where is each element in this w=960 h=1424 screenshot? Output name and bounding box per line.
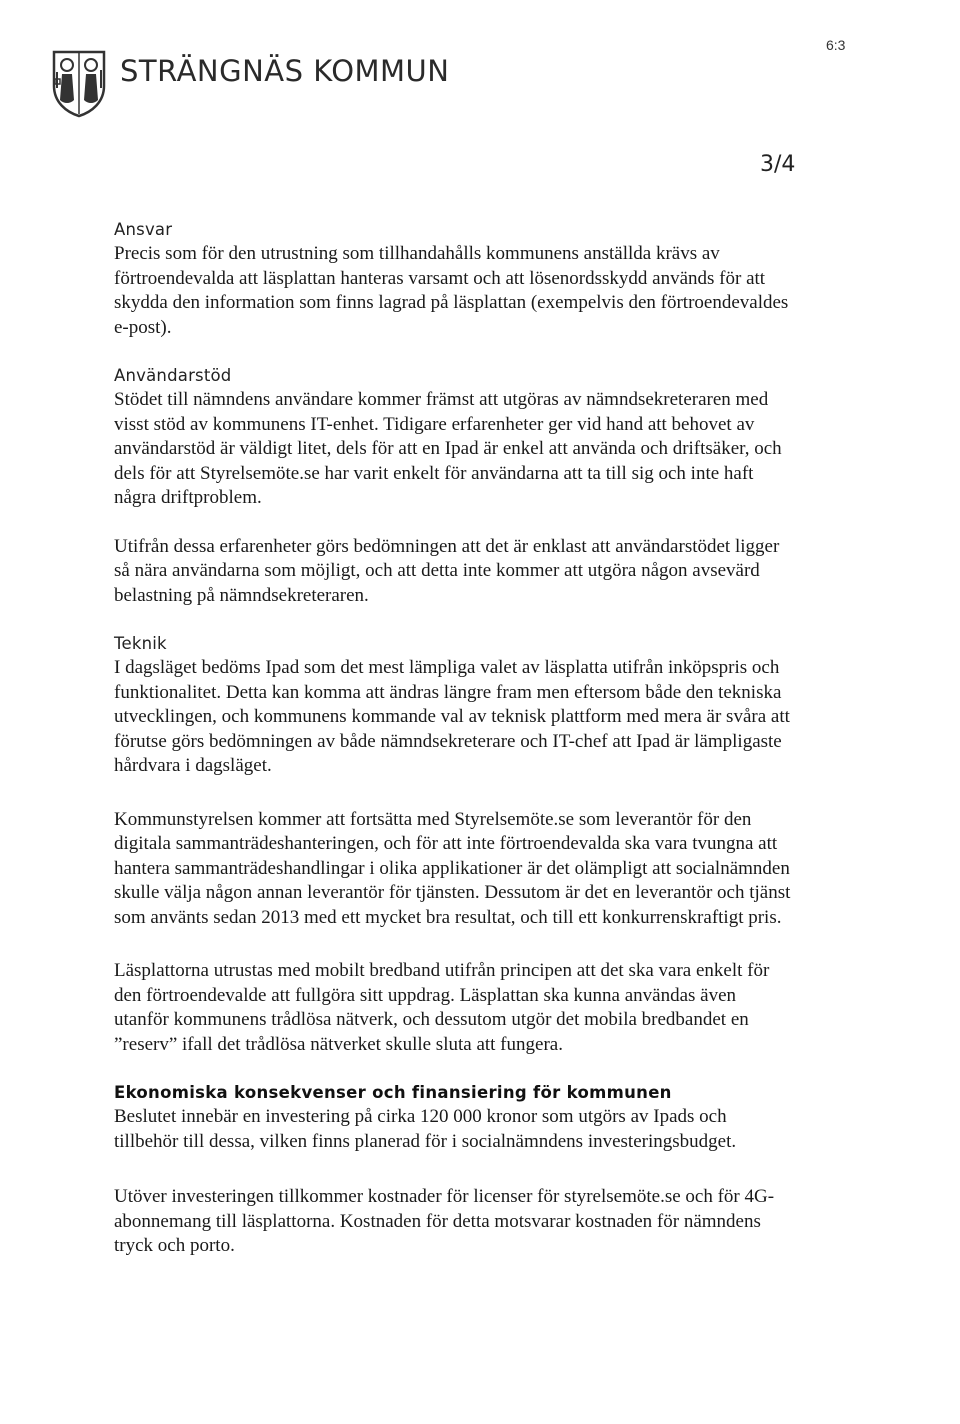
paragraph: Utöver investeringen tillkommer kostnader för licenser för styrelsemöte.se och för 4G-abonnemang till läsplattorna. Kostnaden för detta motsvarar kostnaden för nämndens tryck och porto. — [114, 1186, 775, 1256]
page-number: 3/4 — [760, 152, 796, 177]
coat-of-arms-logo — [48, 48, 110, 118]
paragraph: Utifrån dessa erfarenheter görs bedömningen att det är enklast att användarstödet ligger så nära användarna som möjligt, och att detta inte kommer att utgöra någon avsevärd belastning på nämndsekreteraren. — [114, 535, 780, 606]
paragraph: Beslutet innebär en investering på cirka 120 000 kronor som utgörs av Ipads och tillbehör till dessa, vilken finns planerad för i socialnämndens investeringsbudget. — [114, 1106, 737, 1152]
paragraph: Läsplattorna utrustas med mobilt bredband utifrån principen att det ska vara enkelt för den förtroendevalde att fullgöra sitt uppdrag. Läsplattan ska kunna användas även utanför kommunens trådlösa nätverk, och dessutom utgör det mobila bredbandet en ”reserv” ifall det trådlösa nätverket skulle sluta att fungera. — [114, 960, 770, 1055]
section-anvandarstod — [114, 364, 794, 608]
section-heading: Ansvar — [114, 220, 173, 239]
section-heading: Användarstöd — [114, 366, 232, 385]
section-ansvar — [114, 218, 794, 340]
section-heading: Ekonomiska konsekvenser och finansiering för kommunen — [114, 1083, 672, 1102]
paragraph: Stödet till nämndens användare kommer främst att utgöras av nämndsekreteraren med visst stöd av kommunens IT-enhet. Tidigare erfarenheter ger vid hand att behovet av användarstöd är väldigt litet, dels för att en Ipad är enkel att använda och driftsäker, och dels för att Styrelsemöte.se har varit enkelt för användarna att ta till sig och inte haft några driftproblem. — [114, 389, 782, 508]
paragraph: Precis som för den utrustning som tillhandahålls kommunens anställda krävs av förtroendevalda att läsplattan hanteras varsamt och att lösenordsskydd används för att skydda den information som finns lagrad på läsplattan (exempelvis den förtroendevaldes e-post). — [114, 243, 789, 338]
section-heading: Teknik — [114, 634, 167, 653]
document-body — [114, 218, 794, 1259]
section-ekonomi — [114, 1081, 794, 1259]
paragraph: I dagsläget bedöms Ipad som det mest lämpliga valet av läsplatta utifrån inköpspris och funktionalitet. Detta kan komma att ändras längre fram men eftersom både den tekniska utvecklingen, och kommunens kommande val av teknisk plattform med mera är svåra att förutse görs bedömningen av både nämndsekreterare och IT-chef att Ipad är lämpligaste hårdvara i dagsläget. — [114, 657, 790, 776]
section-teknik — [114, 632, 794, 1057]
paragraph: Kommunstyrelsen kommer att fortsätta med Styrelsemöte.se som leverantör för den digitala sammanträdeshanteringen, och för att inte förtroendevalda ska vara tvungna att hantera sammanträdeshandlingar i olika applikationer är det olämpligt att socialnämnden skulle välja någon annan leverantör för tjänsten. Dessutom är det en leverantör och tjänst som använts sedan 2013 med ett mycket bra resultat, och till ett konkurrenskraftigt pris. — [114, 808, 791, 928]
document-code: 6:3 — [826, 37, 846, 53]
organization-name: STRÄNGNÄS KOMMUN — [120, 54, 450, 88]
